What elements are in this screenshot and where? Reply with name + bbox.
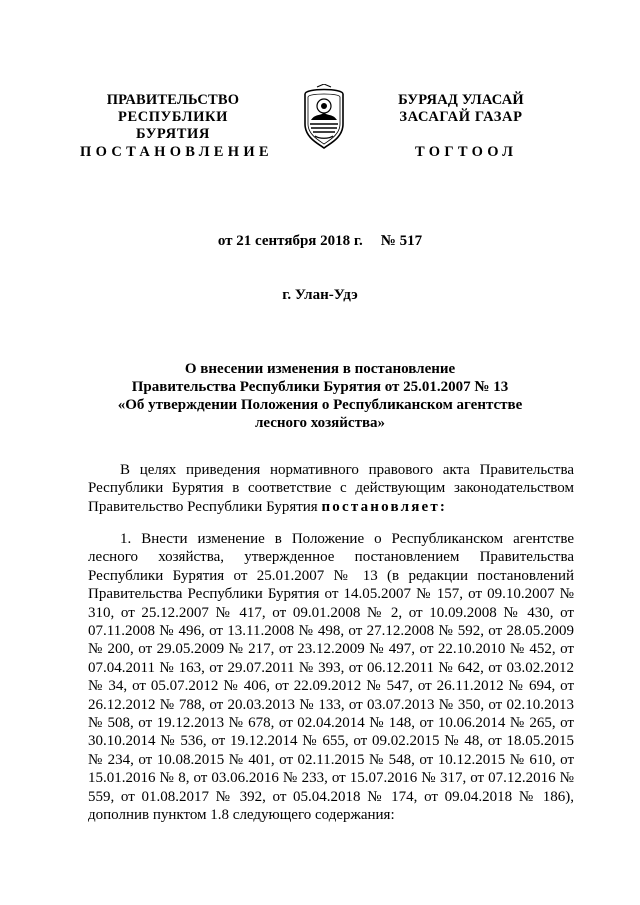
- coat-of-arms-icon: [299, 84, 349, 150]
- org-name-ru-line2: РЕСПУБЛИКИ БУРЯТИЯ: [117, 109, 229, 142]
- city: г. Улан-Удэ: [282, 287, 358, 303]
- preamble-paragraph: [88, 461, 574, 516]
- decree-date-line: [0, 233, 640, 250]
- title-line-4: лесного хозяйства»: [254, 415, 386, 431]
- decree-number: № 517: [380, 233, 423, 249]
- org-name-bua-line1: БУРЯАД УЛАСАЙ: [398, 92, 524, 108]
- item-1-paragraph: 1. Внести изменение в Положение о Республиканском агентстве лесного хозяйства, утвержденное постановлением Правительства Республики Бурятия от 25.01.2007 № 13 (в редакции постановлений Правительства Республики Бурятия от 14.05.2007 № 157, от 09.10.2007 № 310, от 25.12.2007 № 417, от 09.01.2008 № 2, от 10.09.2008 № 430, от 07.11.2008 № 496, от 13.11.2008 № 498, от 27.12.2008 № 592, от 28.05.2009 № 200, от 29.05.2009 № 217, от 23.12.2009 № 497, от 22.10.2010 № 452, от 07.04.2011 № 163, от 29.07.2011 № 393, от 06.12.2011 № 642, от 03.02.2012 № 34, от 05.07.2012 № 406, от 22.09.2012 № 547, от 26.11.2012 № 694, от 26.12.2012 № 788, от 20.03.2013 № 133, от 03.07.2013 № 350, от 02.10.2013 № 508, от 19.12.2013 № 678, от 02.04.2014 № 148, от 10.06.2014 № 265, от 30.10.2014 № 536, от 19.12.2014 № 655, от 09.02.2015 № 48, от 18.05.2015 № 234, от 10.08.2015 № 401, от 02.11.2015 № 548, от 10.12.2015 № 610, от 15.01.2016 № 8, от 03.06.2016 № 233, от 15.07.2016 № 317, от 07.12.2016 № 559, от 01.08.2017 № 392, от 05.04.2018 № 174, от 09.04.2018 № 186), дополнив пунктом 1.8 следующего содержания:: [88, 531, 574, 824]
- resolves-word: постановляет:: [321, 498, 448, 515]
- org-name-ru-line1: ПРАВИТЕЛЬСТВО: [106, 92, 240, 108]
- doc-type-bua: ТОГТООЛ: [415, 144, 518, 160]
- preamble-text: В целях приведения нормативного правового акта Правительства Республики Бурятия в соответствие с действующим законодательством Правительство Республики Бурятия: [88, 462, 574, 515]
- header-left: [82, 92, 264, 143]
- doc-type-ru: ПОСТАНОВЛЕНИЕ: [80, 144, 273, 160]
- decree-title: [100, 360, 540, 432]
- header-right: [386, 92, 536, 126]
- decree-date: от 21 сентября 2018 г.: [217, 233, 363, 249]
- title-line-3: «Об утверждении Положения о Республиканском агентстве: [117, 397, 523, 413]
- org-name-bua-line2: ЗАСАГАЙ ГАЗАР: [399, 109, 523, 125]
- title-line-2: Правительства Республики Бурятия от 25.01.2007 № 13: [131, 379, 509, 395]
- title-line-1: О внесении изменения в постановление: [184, 361, 456, 377]
